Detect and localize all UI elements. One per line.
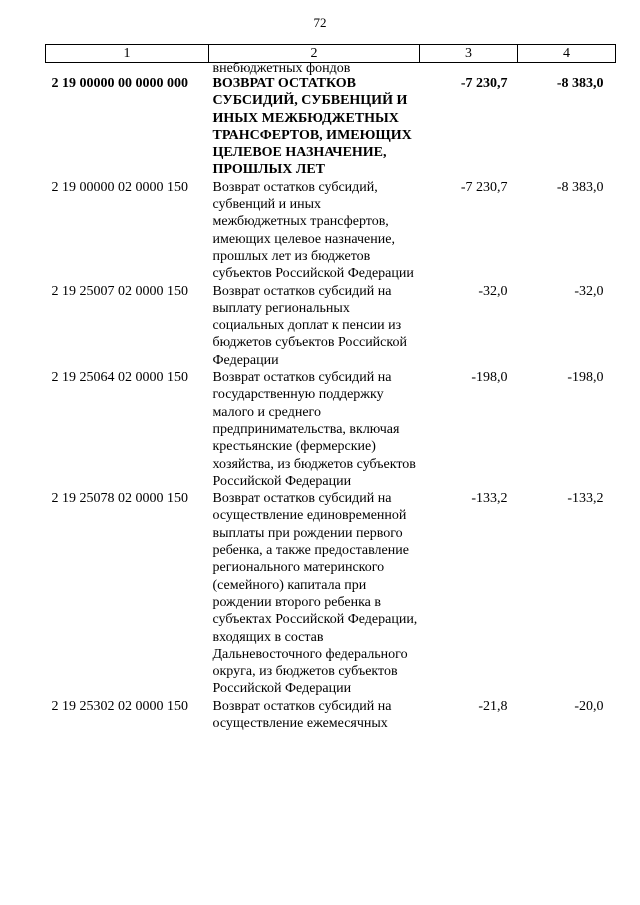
row-name: Возврат остатков субсидий на осуществление единовременной выплаты при рождении первого ребенка, а также предоставление регионального материнского (семейного) капитала при рождении второго ребенка в субъектах Российской Федерации, входящих в состав Дальневосточного федерального округа, из бюджетов субъектов Российской Федерации	[212, 491, 418, 697]
table-row	[46, 283, 616, 369]
carryover-text: внебюджетных фондов	[212, 61, 351, 76]
budget-table	[45, 44, 616, 732]
row-name: Возврат остатков субсидий на выплату региональных социальных доплат к пенсии из бюджетов субъектов Российской Федерации	[212, 283, 407, 368]
table-row	[46, 369, 616, 490]
carryover-row	[46, 63, 616, 76]
header-col-2: 2	[209, 45, 420, 63]
row-name: ВОЗВРАТ ОСТАТКОВ СУБСИДИЙ, СУБВЕНЦИЙ И ИНЫХ МЕЖБЮДЖЕТНЫХ ТРАНСФЕРТОВ, ИМЕЮЩИХ ЦЕЛЕВОЕ НАЗНАЧЕНИЕ, ПРОШЛЫХ ЛЕТ	[212, 76, 412, 178]
table-row	[46, 179, 616, 283]
row-code: 2 19 25064 02 0000 150	[51, 370, 188, 386]
row-col3: -133,2	[471, 491, 508, 507]
row-name: Возврат остатков субсидий на осуществление ежемесячных	[212, 698, 392, 731]
row-col4: -198,0	[567, 370, 604, 386]
header-col-1: 1	[46, 45, 209, 63]
row-name: Возврат остатков субсидий, субвенций и иных межбюджетных трансфертов, имеющих целевое назначение, прошлых лет из бюджетов субъектов Российской Федерации	[212, 179, 414, 282]
row-col3: -21,8	[478, 698, 508, 714]
table-row	[46, 490, 616, 698]
row-col4: -133,2	[567, 491, 604, 507]
row-code: 2 19 00000 00 0000 000	[51, 76, 188, 91]
row-code: 2 19 00000 02 0000 150	[51, 179, 188, 195]
row-col3: -7 230,7	[460, 76, 508, 91]
row-col4: -20,0	[574, 698, 604, 714]
page-number: 72	[313, 15, 327, 30]
row-name: Возврат остатков субсидий на государственную поддержку малого и среднего предпринимательства, включая крестьянские (фермерские) хозяйства, из бюджетов субъектов Российской Федерации	[212, 370, 416, 489]
row-code: 2 19 25007 02 0000 150	[51, 283, 188, 299]
header-col-4: 4	[518, 45, 616, 63]
table-row	[46, 75, 616, 179]
header-row	[46, 45, 616, 63]
row-col4: -8 383,0	[556, 179, 604, 195]
row-col3: -32,0	[478, 283, 508, 299]
header-col-3: 3	[420, 45, 518, 63]
row-code: 2 19 25302 02 0000 150	[51, 698, 188, 714]
table-row	[46, 698, 616, 733]
row-col4: -8 383,0	[556, 76, 604, 91]
row-col3: -7 230,7	[460, 179, 508, 195]
row-code: 2 19 25078 02 0000 150	[51, 491, 188, 507]
row-col4: -32,0	[574, 283, 604, 299]
row-col3: -198,0	[471, 370, 508, 386]
